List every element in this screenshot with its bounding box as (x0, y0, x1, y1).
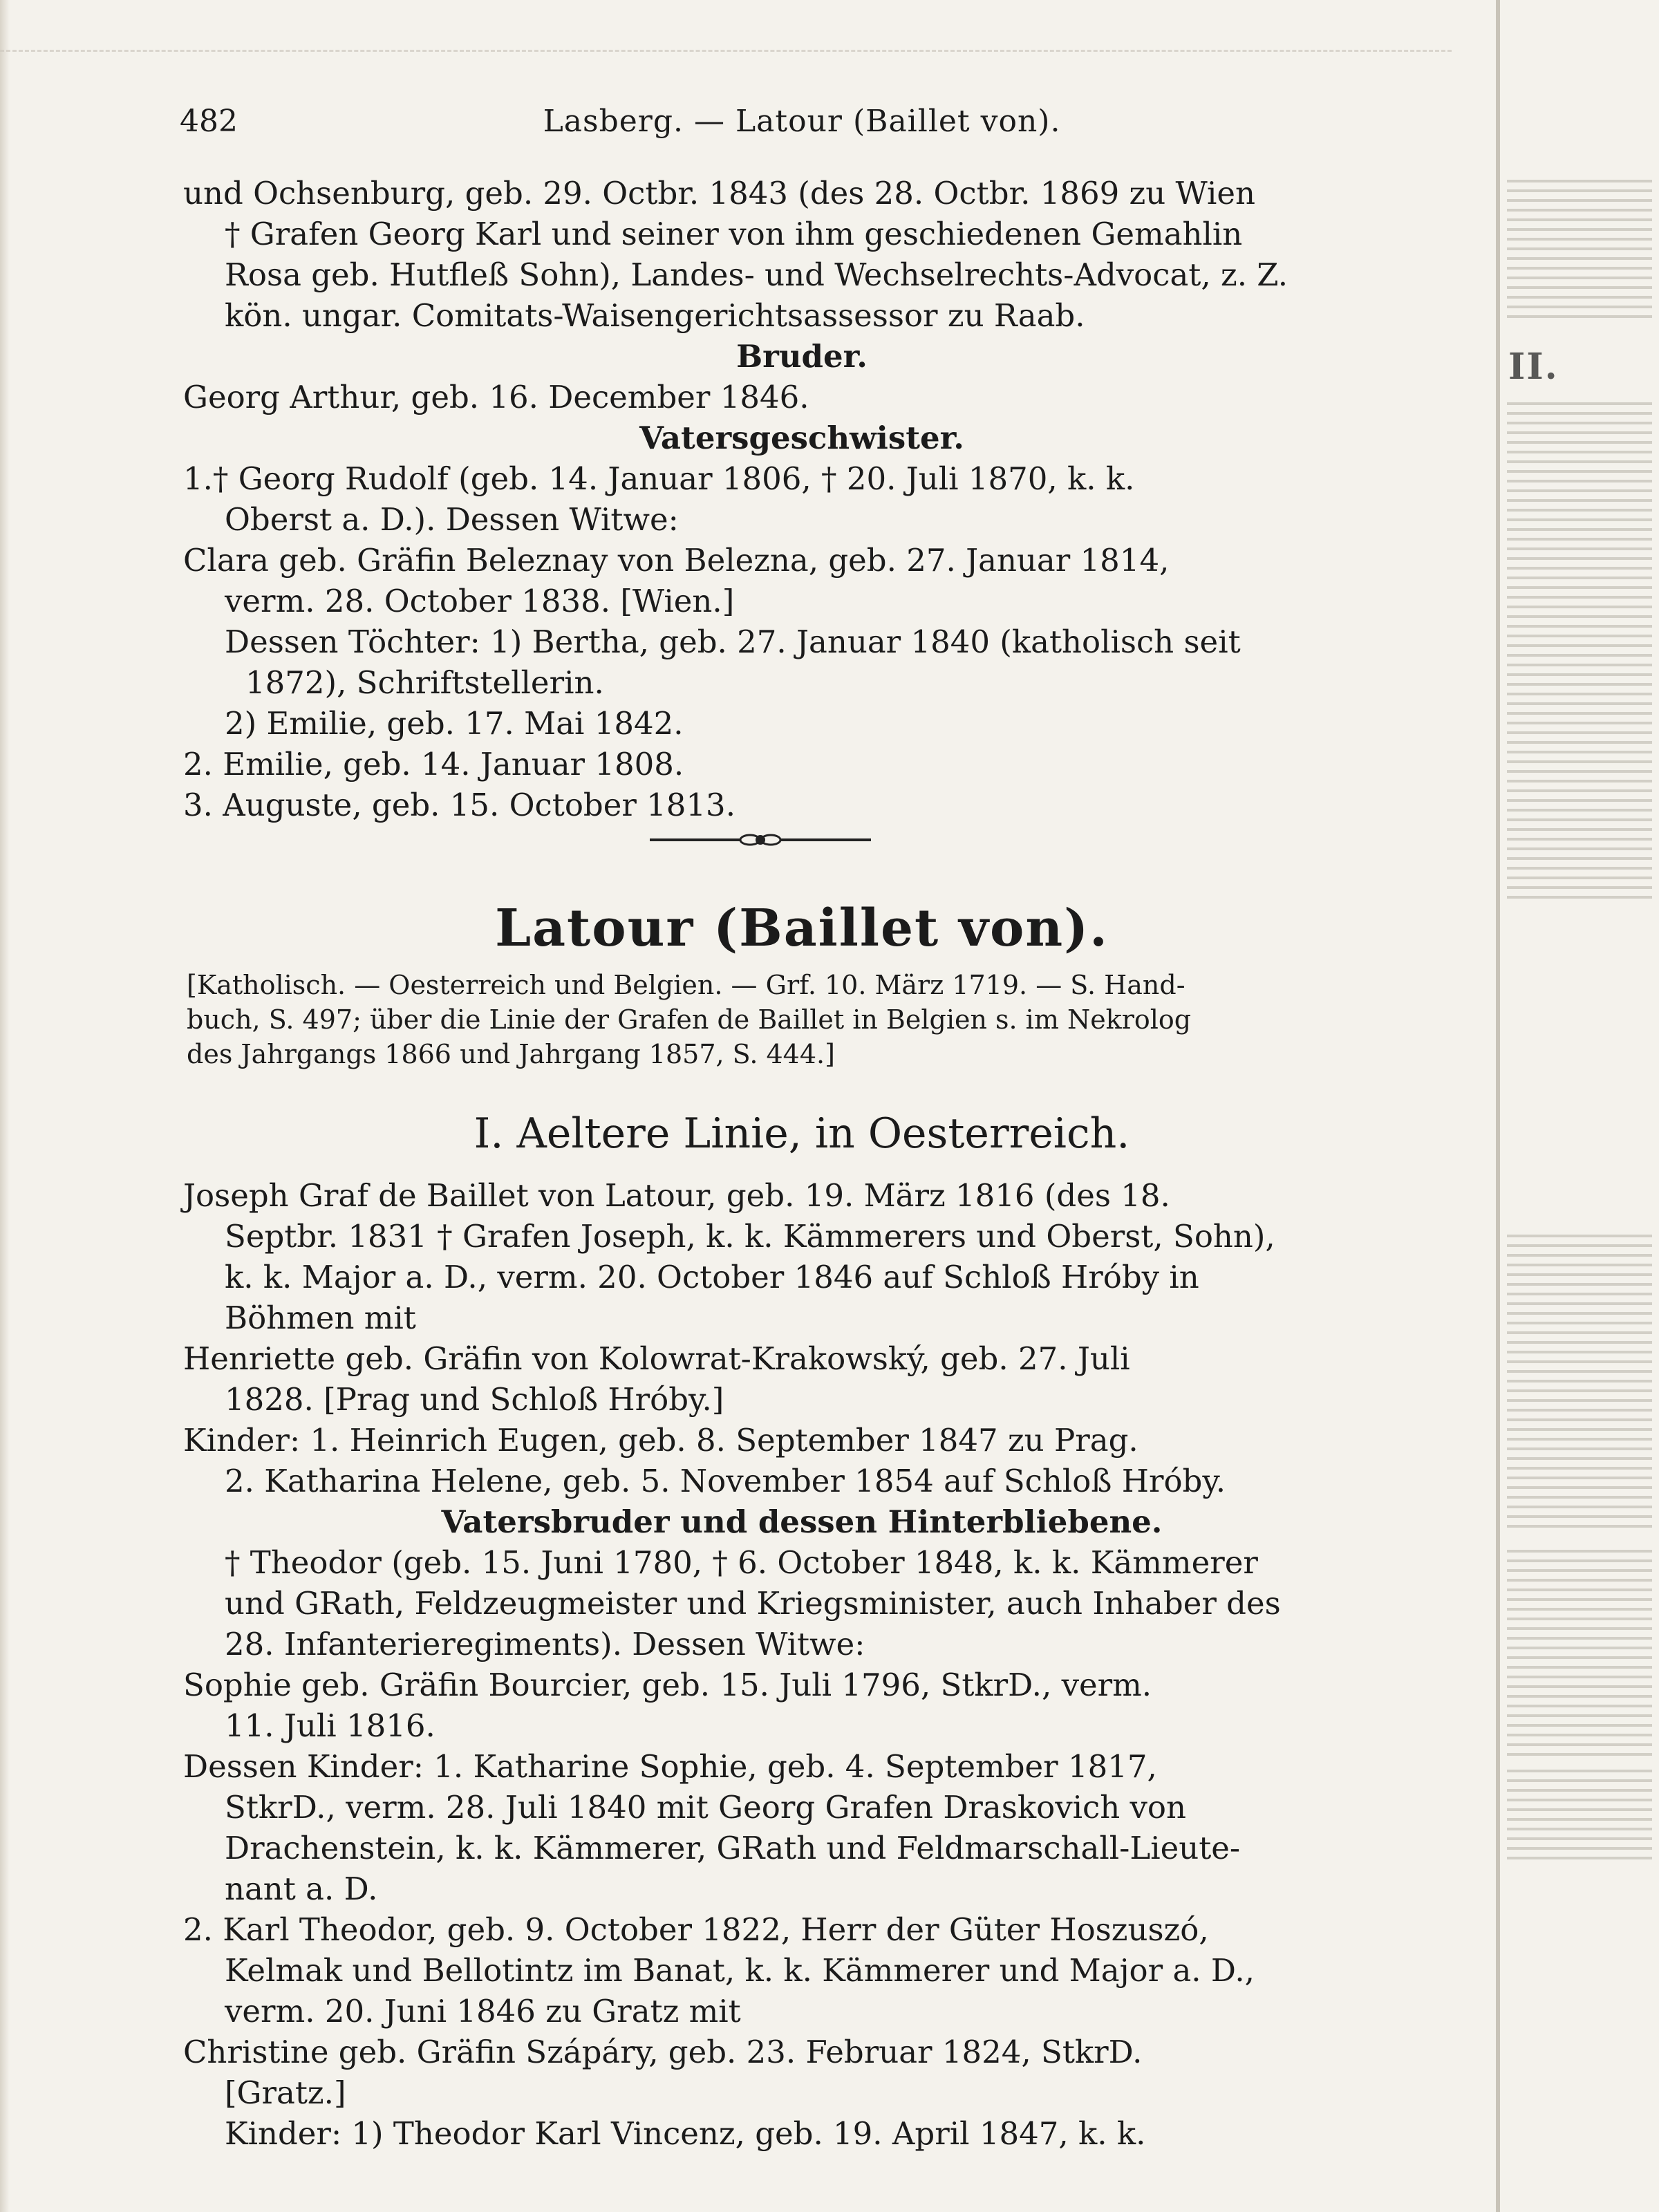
page-gutter (1496, 0, 1500, 2212)
text-line: 2. Emilie, geb. 14. Januar 1808. (183, 746, 684, 782)
text-line: † Grafen Georg Karl und seiner von ihm geschiedenen Gemahlin (225, 216, 1243, 252)
text-line: verm. 28. October 1838. [Wien.] (225, 583, 735, 619)
section-heading-siblings: Vatersgeschwister. (639, 420, 964, 456)
text-line: Böhmen mit (225, 1300, 416, 1336)
adjacent-text-fragment: II. (1508, 346, 1559, 388)
section-heading-brother: Bruder. (736, 338, 868, 375)
page-number: 482 (180, 104, 238, 139)
text-line: 1.† Georg Rudolf (geb. 14. Januar 1806, † 20. Juli 1870, k. k. (183, 460, 1135, 497)
family-entries (183, 1175, 1421, 2154)
adjacent-text-block (1507, 401, 1652, 899)
text-line: Kinder: 1) Theodor Karl Vincenz, geb. 19. April 1847, k. k. (225, 2115, 1146, 2152)
text-line: und Ochsenburg, geb. 29. Octbr. 1843 (des 28. Octbr. 1869 zu Wien (183, 175, 1255, 212)
adjacent-page-edge (1493, 0, 1659, 2212)
text-line: Dessen Töchter: 1) Bertha, geb. 27. Januar 1840 (katholisch seit (225, 624, 1241, 660)
line-heading: I. Aeltere Linie, in Oesterreich. (474, 1109, 1130, 1158)
text-line: StkrD., verm. 28. Juli 1840 mit Georg Grafen Draskovich von (225, 1789, 1187, 1826)
text-line: Henriette geb. Gräfin von Kolowrat-Krakowský, geb. 27. Juli (183, 1340, 1130, 1377)
text-line: Dessen Kinder: 1. Katharine Sophie, geb. 4. September 1817, (183, 1748, 1157, 1785)
note-line: des Jahrgangs 1866 und Jahrgang 1857, S. 444.] (187, 1039, 835, 1069)
text-line: Clara geb. Gräfin Beleznay von Belezna, geb. 27. Januar 1814, (183, 542, 1170, 579)
text-line: Joseph Graf de Baillet von Latour, geb. 19. März 1816 (des 18. (183, 1177, 1170, 1214)
adjacent-text-block (1507, 173, 1652, 318)
running-head (180, 104, 1424, 145)
text-line: † Theodor (geb. 15. Juni 1780, † 6. October 1848, k. k. Kämmerer (225, 1544, 1258, 1581)
text-line: kön. ungar. Comitats-Waisengerichtsassessor zu Raab. (225, 297, 1085, 334)
text-line: 3. Auguste, geb. 15. October 1813. (183, 787, 735, 823)
text-line: Kelmak und Bellotintz im Banat, k. k. Kämmerer und Major a. D., (225, 1952, 1255, 1989)
note-line: [Katholisch. — Oesterreich und Belgien. — Grf. 10. März 1719. — S. Hand- (187, 970, 1185, 1000)
adjacent-text-block (1507, 1770, 1652, 1859)
previous-entry (183, 173, 1421, 825)
book-spine-shadow (0, 0, 10, 2212)
text-line: Georg Arthur, geb. 16. December 1846. (183, 379, 809, 415)
text-line: k. k. Major a. D., verm. 20. October 1846 auf Schloß Hróby in (225, 1259, 1199, 1295)
text-line: 2. Karl Theodor, geb. 9. October 1822, Herr der Güter Hoszuszó, (183, 1911, 1209, 1948)
text-line: Sophie geb. Gräfin Bourcier, geb. 15. Juli 1796, StkrD., verm. (183, 1667, 1152, 1703)
text-line: Drachenstein, k. k. Kämmerer, GRath und Feldmarschall-Lieute- (225, 1830, 1241, 1866)
text-line: Rosa geb. Hutfleß Sohn), Landes- und Wechselrechts-Advocat, z. Z. (225, 256, 1288, 293)
text-line: 28. Infanterieregiments). Dessen Witwe: (225, 1626, 865, 1662)
text-line: verm. 20. Juni 1846 zu Gratz mit (225, 1993, 741, 2030)
text-line: [Gratz.] (225, 2074, 346, 2111)
text-line: 1872), Schriftstellerin. (245, 664, 604, 701)
text-line: und GRath, Feldzeugmeister und Kriegsminister, auch Inhaber des (225, 1585, 1281, 1622)
ornament-divider-icon (650, 830, 871, 850)
adjacent-text-block (1507, 1230, 1652, 1528)
text-line: Kinder: 1. Heinrich Eugen, geb. 8. September 1847 zu Prag. (183, 1422, 1138, 1459)
adjacent-text-block (1507, 1548, 1652, 1756)
family-title: Latour (Baillet von). (495, 899, 1109, 958)
text-line: 1828. [Prag und Schloß Hróby.] (225, 1381, 724, 1418)
text-line: nant a. D. (225, 1871, 378, 1907)
family-note (187, 968, 1417, 1071)
note-line: buch, S. 497; über die Linie der Grafen de Baillet in Belgien s. im Nekrolog (187, 1004, 1192, 1035)
scan-edge-line (0, 50, 1452, 52)
text-line: 11. Juli 1816. (225, 1707, 435, 1744)
text-line: 2. Katharina Helene, geb. 5. November 1854 auf Schloß Hróby. (225, 1463, 1226, 1499)
text-line: Septbr. 1831 † Grafen Joseph, k. k. Kämmerers und Oberst, Sohn), (225, 1218, 1275, 1255)
section-heading-uncle: Vatersbruder und dessen Hinterbliebene. (441, 1503, 1163, 1540)
text-line: Christine geb. Gräfin Szápáry, geb. 23. Februar 1824, StkrD. (183, 2034, 1143, 2070)
running-title: Lasberg. — Latour (Baillet von). (543, 104, 1061, 139)
text-line: 2) Emilie, geb. 17. Mai 1842. (225, 705, 684, 742)
text-line: Oberst a. D.). Dessen Witwe: (225, 501, 679, 538)
